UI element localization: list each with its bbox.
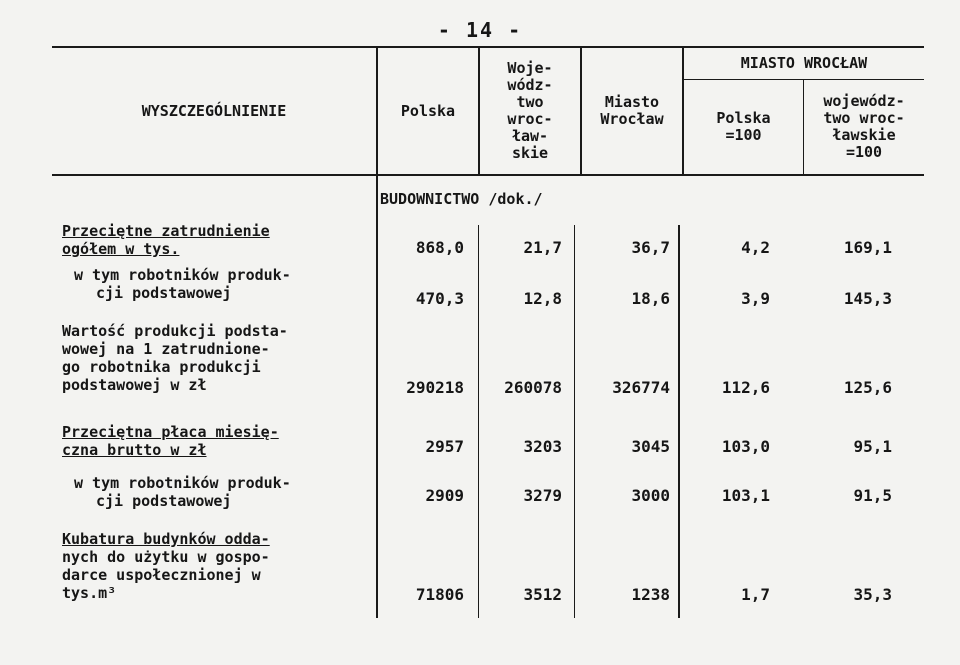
cell-polska: 868,0 (415, 238, 464, 257)
body-divider-4 (678, 225, 680, 618)
header-wyszczegolnienie: WYSZCZEGÓLNIENIE (141, 101, 287, 120)
cell-polska-100: 3,9 (741, 289, 770, 308)
header-polska-100: Polska =100 (716, 109, 771, 144)
cell-polska-100: 4,2 (741, 238, 770, 257)
cell-polska-100: 112,6 (721, 378, 770, 397)
cell-polska-100: 103,1 (721, 486, 770, 505)
cell-wojewodztwo: 260078 (504, 378, 562, 397)
cell-wojewodztwo: 3512 (523, 585, 562, 604)
row-label: Przeciętne zatrudnienie ogółem w tys. (62, 222, 270, 258)
cell-polska-100: 103,0 (721, 437, 770, 456)
cell-miasto: 36,7 (631, 238, 670, 257)
row-label: Kubatura budynków odda- nych do użytku w gospo- darce uspołecznionej w tys.m³ (62, 530, 270, 602)
cell-woj-100: 125,6 (843, 378, 892, 397)
body-divider-3 (574, 225, 575, 618)
section-title: BUDOWNICTWO /dok./ (380, 190, 543, 208)
cell-wojewodztwo: 3279 (523, 486, 562, 505)
cell-woj-100: 145,3 (843, 289, 892, 308)
header-polska: Polska (400, 101, 456, 120)
cell-miasto: 326774 (612, 378, 670, 397)
cell-miasto: 3045 (631, 437, 670, 456)
header-wojewodztwo: Woje- wódz- two wroc- ław- skie (507, 59, 553, 162)
cell-woj-100: 95,1 (853, 437, 892, 456)
cell-woj-100: 91,5 (853, 486, 892, 505)
cell-wojewodztwo: 12,8 (523, 289, 562, 308)
cell-polska: 470,3 (415, 289, 464, 308)
header-miasto-wroclaw: Miasto Wrocław (600, 93, 664, 128)
body-divider-2 (478, 225, 479, 618)
cell-miasto: 18,6 (631, 289, 670, 308)
cell-woj-100: 35,3 (853, 585, 892, 604)
page-number: - 14 - (437, 18, 523, 42)
cell-polska: 2957 (425, 437, 464, 456)
cell-polska: 2909 (425, 486, 464, 505)
header-woj-100: wojewódz- two wroc- ławskie =100 (823, 92, 905, 161)
row-label: w tym robotników produk- cji podstawowej (74, 474, 291, 510)
cell-polska-100: 1,7 (741, 585, 770, 604)
cell-polska: 71806 (415, 585, 464, 604)
header-group-miasto: MIASTO WROCŁAW (740, 54, 868, 72)
cell-wojewodztwo: 3203 (523, 437, 562, 456)
cell-miasto: 3000 (631, 486, 670, 505)
cell-wojewodztwo: 21,7 (523, 238, 562, 257)
cell-polska: 290218 (406, 378, 464, 397)
header-bottom-rule (52, 174, 924, 176)
row-label: w tym robotników produk- cji podstawowej (74, 266, 291, 302)
cell-woj-100: 169,1 (843, 238, 892, 257)
row-label: Przeciętna płaca miesię- czna brutto w zł (62, 423, 279, 459)
row-label: Wartość produkcji podsta- wowej na 1 zatrudnione- go robotnika produkcji podstawowej w zł (62, 322, 288, 394)
cell-miasto: 1238 (631, 585, 670, 604)
